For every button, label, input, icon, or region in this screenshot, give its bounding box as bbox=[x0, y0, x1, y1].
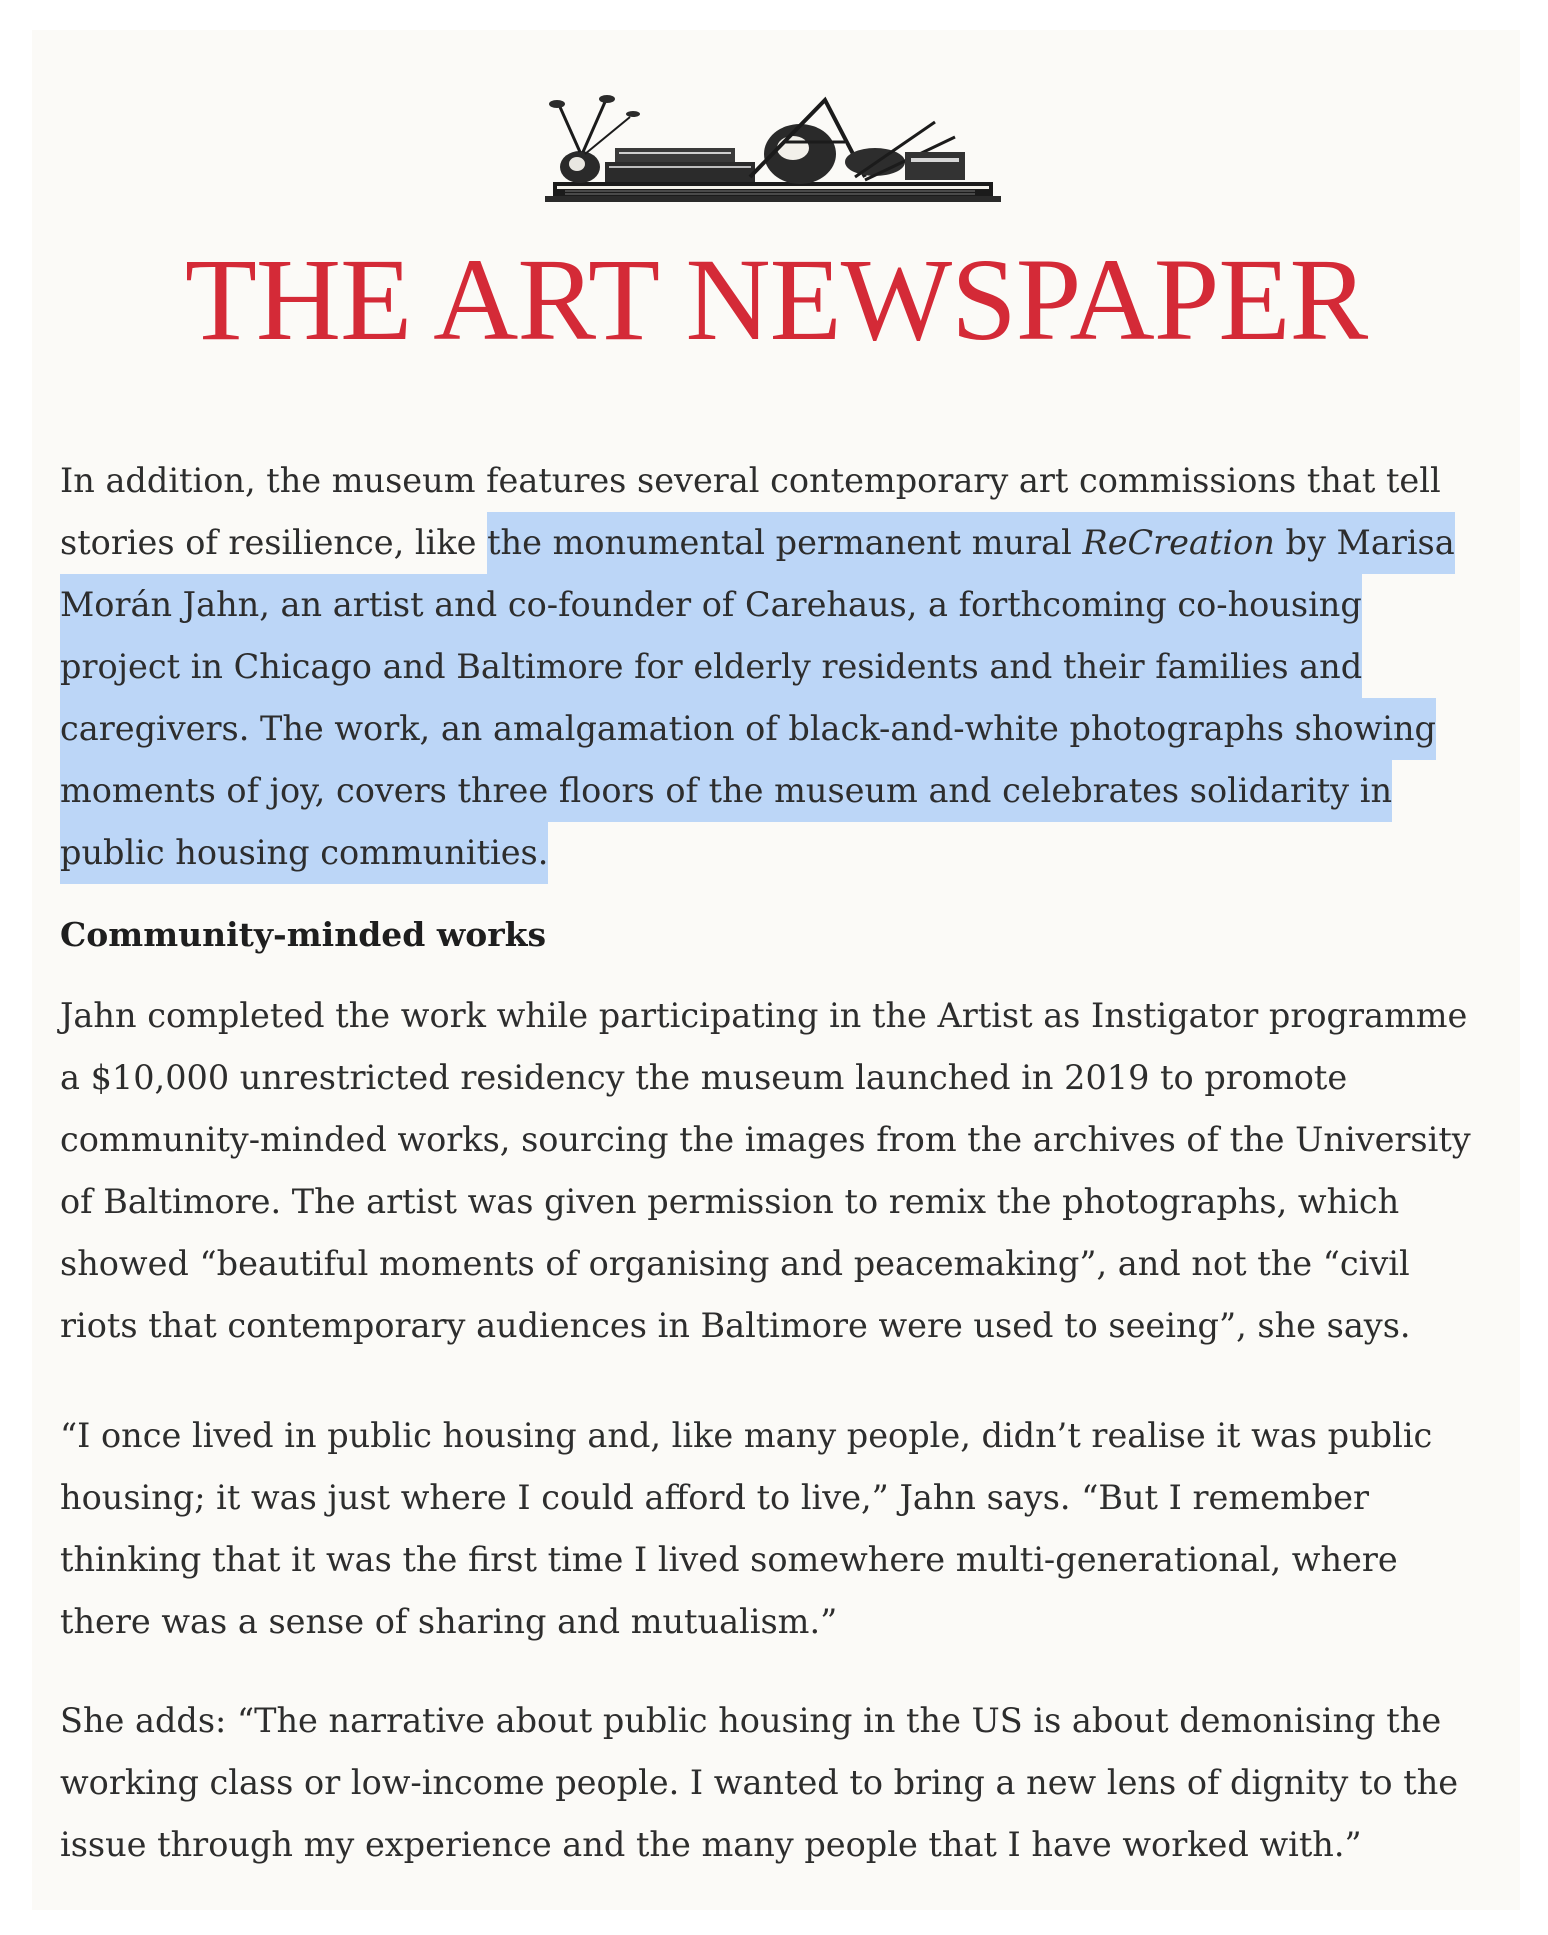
section-subheading: Community-minded works bbox=[60, 915, 547, 954]
text-selection[interactable]: Morán Jahn, an artist and co-founder of Carehaus, a forthcoming co-housing bbox=[60, 574, 1362, 636]
paragraph-line: thinking that it was the first time I lived somewhere multi-generational, where bbox=[60, 1540, 1398, 1579]
paragraph-line: In addition, the museum features several contemporary art commissions that tell bbox=[60, 461, 1441, 500]
still-life-engraving-icon bbox=[535, 82, 1010, 210]
text-selection[interactable]: caregivers. The work, an amalgamation of black-and-white photographs showing bbox=[60, 698, 1436, 760]
paragraph-line bbox=[60, 636, 1455, 698]
paragraph-2 bbox=[60, 985, 1471, 1357]
paragraph-line bbox=[60, 698, 1455, 760]
paragraph-3 bbox=[60, 1405, 1432, 1653]
paragraph-line: community-minded works, sourcing the images from the archives of the University bbox=[60, 1120, 1471, 1159]
text-run: stories of resilience, like bbox=[60, 523, 488, 562]
paragraph-line: “I once lived in public housing and, like many people, didn’t realise it was public bbox=[60, 1416, 1433, 1455]
text-selection[interactable]: public housing communities. bbox=[60, 822, 548, 884]
paragraph-line: showed “beautiful moments of organising and peacemaking”, and not the “civil bbox=[60, 1244, 1410, 1283]
masthead bbox=[32, 30, 1520, 400]
text-run: the monumental permanent mural bbox=[487, 523, 1083, 562]
paragraph-line: working class or low-income people. I wanted to bring a new lens of dignity to the bbox=[60, 1763, 1459, 1802]
text-selection[interactable]: moments of joy, covers three floors of the museum and celebrates solidarity in bbox=[60, 760, 1392, 822]
paragraph-line bbox=[60, 512, 1455, 574]
paragraph-line: issue through my experience and the many people that I have worked with.” bbox=[60, 1825, 1362, 1864]
artwork-title: ReCreation bbox=[1082, 523, 1275, 562]
paragraph-line: She adds: “The narrative about public housing in the US is about demonising the bbox=[60, 1701, 1442, 1740]
paragraph-line bbox=[60, 574, 1455, 636]
text-run: by Marisa bbox=[1274, 523, 1455, 562]
paragraph-1 bbox=[60, 450, 1455, 884]
paragraph-4 bbox=[60, 1690, 1458, 1876]
paragraph-line: housing; it was just where I could afford to live,” Jahn says. “But I remember bbox=[60, 1478, 1370, 1517]
paragraph-line: a $10,000 unrestricted residency the museum launched in 2019 to promote bbox=[60, 1058, 1348, 1097]
paragraph-line bbox=[60, 822, 1455, 884]
paragraph-line bbox=[60, 760, 1455, 822]
text-selection[interactable]: project in Chicago and Baltimore for elderly residents and their families and bbox=[60, 636, 1362, 698]
text-selection[interactable] bbox=[487, 512, 1455, 574]
paragraph-line: there was a sense of sharing and mutualism.” bbox=[60, 1602, 838, 1641]
paragraph-line: riots that contemporary audiences in Baltimore were used to seeing”, she says. bbox=[60, 1306, 1411, 1345]
masthead-title[interactable]: THE ART NEWSPAPER bbox=[184, 234, 1368, 365]
paragraph-line: of Baltimore. The artist was given permission to remix the photographs, which bbox=[60, 1182, 1400, 1221]
paragraph-line: Jahn completed the work while participating in the Artist as Instigator programme bbox=[60, 996, 1468, 1035]
article-page bbox=[32, 30, 1520, 1910]
